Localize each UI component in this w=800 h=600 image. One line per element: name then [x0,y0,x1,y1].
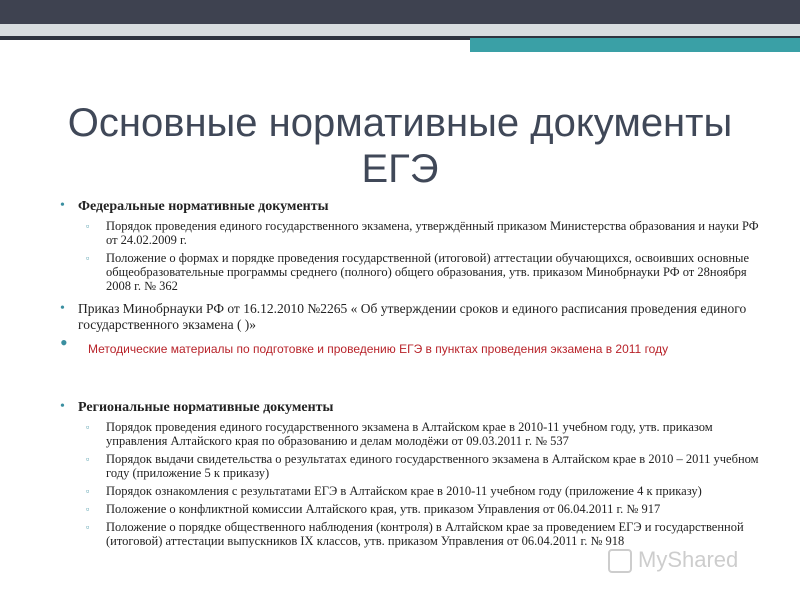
regional-item [60,502,760,516]
slide-title [40,100,760,192]
regional-item-text: Порядок выдачи свидетельства о результатах единого государственного экзамена в Алтайском крае в 2010 – 2011 учебном году (приложение 5 к приказу) [106,452,759,480]
federal-item [60,251,760,293]
watermark [608,545,768,581]
regional-item [60,484,760,498]
bullet-square-icon: ▫ [86,221,90,231]
federal-item-text: Положение о формах и порядке проведения государственной (итоговой) аттестации обучающихся, освоивших основные общеобразовательные программы среднего (полного) общего образования, утв. приказом Минобрнауки РФ от 28ноября 2008 г. № 362 [106,251,749,293]
bullet-square-icon: ▫ [86,422,90,432]
regional-item-text: Порядок проведения единого государственного экзамена в Алтайском крае в 2010-11 учебном году, утв. приказом управления Алтайского края по образованию и делам молодёжи от 09.03.2011 г. № 537 [106,420,713,448]
watermark-text: MyShared [638,547,739,572]
regional-item-text: Положение о порядке общественного наблюдения (контроля) в Алтайском крае за проведением ЕГЭ и государственной (итоговой) аттестации выпускников IX классов, утв. приказом Управления от 06.04.2011 г. № 918 [106,520,744,548]
bullet-square-icon: ▫ [86,522,90,532]
bullet-square-icon: ▫ [86,486,90,496]
regional-item [60,420,760,448]
regional-item-text: Порядок ознакомления с результатами ЕГЭ в Алтайском крае в 2010-11 учебном году (приложение 4 к приказу) [106,484,702,498]
header-stripe-gray [0,24,800,36]
methodical-item [60,330,760,357]
order-text: Приказ Минобрнауки РФ от 16.12.2010 №2265 « Об утверждении сроков и единого расписания проведения единого государственного экзамена ( )» [78,301,747,332]
cart-logo-icon [608,549,632,573]
federal-heading-item [60,198,760,215]
federal-item [60,219,760,247]
slide-content [60,198,760,548]
bullet-square-icon: ▫ [86,253,90,263]
regional-heading: Региональные нормативные документы [78,400,334,415]
bullet-square-icon: ▫ [86,504,90,514]
header-stripe-teal [470,38,800,52]
top-bar [0,0,800,24]
bullet-dot-icon: • [60,330,68,355]
regional-heading-item [60,399,760,416]
federal-item-text: Порядок проведения единого государственного экзамена, утверждённый приказом Министерства образования и науки РФ от 24.02.2009 г. [106,219,759,247]
bullet-dot-icon: • [60,198,65,213]
bullet-dot-icon: • [60,301,65,316]
regional-item-text: Положение о конфликтной комиссии Алтайского края, утв. приказом Управления от 06.04.2011 г. № 917 [106,502,661,516]
regional-item [60,520,760,548]
regional-item [60,452,760,480]
slide-title-line2: ЕГЭ [361,147,439,191]
bullet-dot-icon: • [60,399,65,414]
slide-title-line1: Основные нормативные документы [67,101,733,145]
order-item [60,301,760,333]
federal-heading: Федеральные нормативные документы [78,199,329,214]
methodical-link[interactable]: Методические материалы по подготовке и проведению ЕГЭ в пунктах проведения экзамена в 2011 году [88,342,669,356]
bullet-square-icon: ▫ [86,454,90,464]
